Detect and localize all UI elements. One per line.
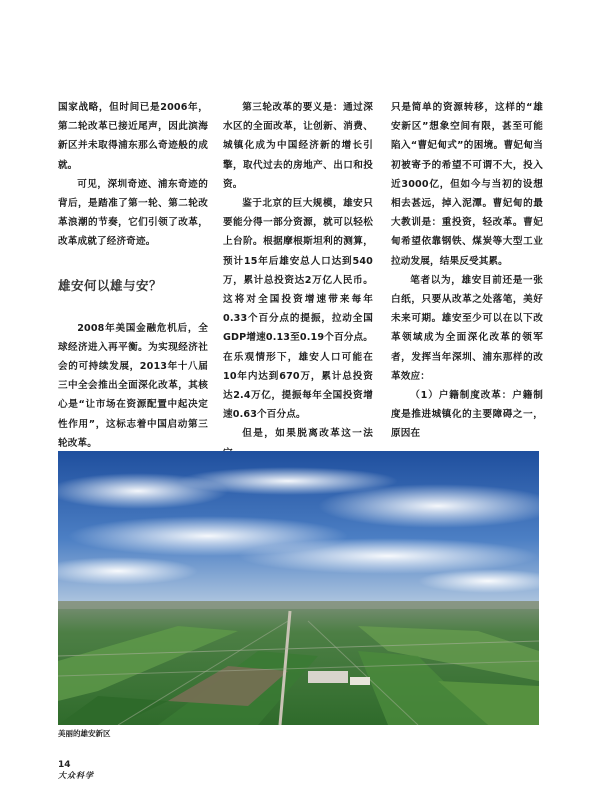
article-column-2 (223, 98, 373, 463)
paragraph: 但是，如果脱离改革这一法 (242, 428, 373, 440)
paragraph: 国家战略，但时间已是2006年，第二轮改革已接近尾声，因此滨海新区并未取得浦东那么奇迹般的成就。 (58, 102, 208, 171)
paragraph: 可见，深圳奇迹、浦东奇迹的背后，是踏准了第一轮、第二轮改革浪潮的节奏，它们引领了改革，改革成就了经济奇迹。 (58, 178, 208, 248)
article-column-3 (391, 98, 543, 444)
paragraph: 2008年美国金融危机后，全球经济进入再平衡。为实现经济社会的可持续发展，2013年十八届三中全会推出全面深化改革，其核心是“让市场在资源配置中起决定性作用”，这标志着中国启动第三轮改革。 (58, 322, 208, 449)
section-heading: 雄安何以雄与安？ (58, 277, 163, 293)
page-number: 14 (58, 760, 71, 770)
photo-caption: 美丽的雄安新区 (58, 729, 111, 738)
paragraph: 鉴于北京的巨大规模，雄安只要能分得一部分资源，就可以轻松上台阶。根据摩根斯坦利的测算，预计15年后雄安总人口达到540万，累计总投资达2万亿人民币。这将对全国投资增速带来每年0.33个百分点的提振，拉动全国GDP增速0.13至0.19个百分点。在乐观情形下，雄安人口可能在10年内达到670万，累计总投资达2.4万亿，提振每年全国投资增速0.63个百分点。 (223, 198, 373, 421)
article-column-1 (58, 98, 208, 453)
xiongan-aerial-photo (58, 451, 539, 725)
paragraph: 笔者以为，雄安目前还是一张白纸，只要从改革之处落笔，美好未来可期。雄安至少可以在以下改革领域成为全面深化改革的领军者，发挥当年深圳、浦东那样的改革效应： (391, 274, 543, 382)
paragraph: （1）户籍制度改革：户籍制度是推进城镇化的主要障碍之一，原因在 (391, 390, 543, 440)
paragraph: 只是简单的资源转移，这样的“雄安新区”想象空间有限，甚至可能陷入“曹妃甸式”的困境。曹妃甸当初被寄予的希望不可谓不大，投入近3000亿，但如今与当初的设想相去甚远，掉入泥潭。曹妃甸的最大教训是：重投资，轻改革。曹妃甸希望依靠钢铁、煤炭等大型工业拉动发展，结果反受其累。 (391, 102, 543, 267)
aerial-landscape-image (58, 451, 539, 725)
magazine-logo: 大众科学 (58, 771, 94, 780)
paragraph: 第三轮改革的要义是：通过深水区的全面改革，让创新、消费、城镇化成为中国经济新的增长引擎，取代过去的房地产、出口和投资。 (223, 102, 373, 190)
